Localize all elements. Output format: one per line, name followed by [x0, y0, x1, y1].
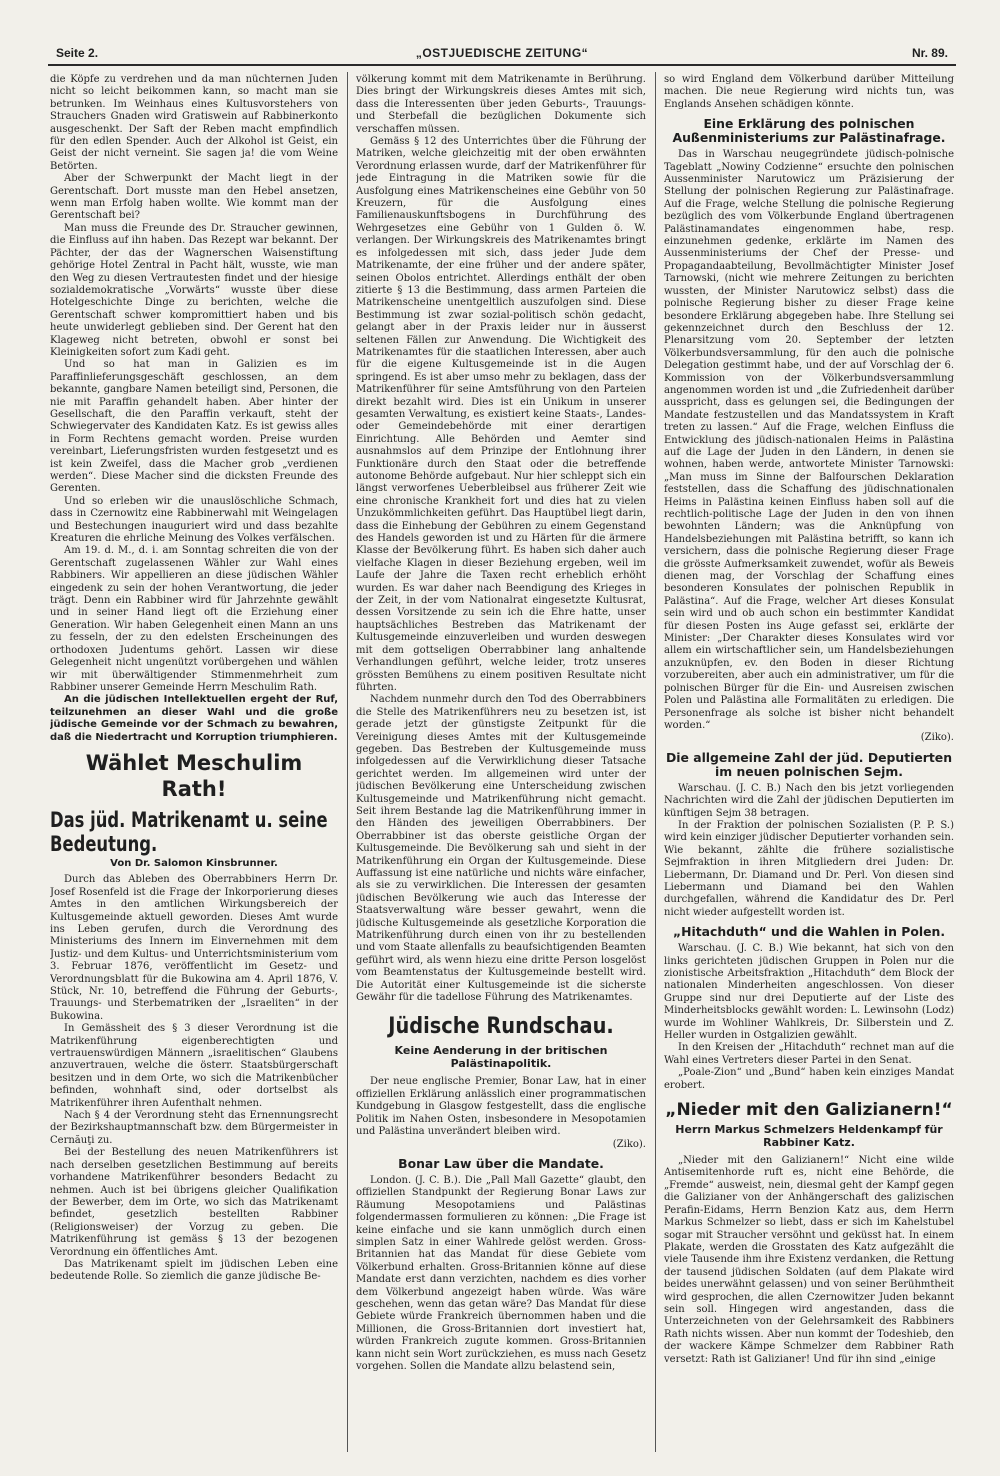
issue-number: Nr. 89. [911, 46, 948, 60]
column-divider [347, 72, 348, 1452]
paragraph: In Gemässheit des § 3 dieser Verordnung ist die Matrikenführung eigenberechtigten und vertrauenswürdigen Männern „israelitischen“ Glaubens anzuvertrauen, welche die österr. Staatsbürgerschaft besitzen und in dem Orte, wo sich die Matrikenbücher befinden, wohnhaft sind, oder dortselbst als Matrikenführer ihren Aufenthalt nehmen. [50, 1023, 338, 1109]
paragraph: Am 19. d. M., d. i. am Sonntag schreiten die von der Gerentschaft zugelassenen Wähler zur Wahl eines Rabbiners. Wir appellieren an diese jüdischen Wähler eingedenk zu sein der hohen Verantwortung, die jeder trägt. Denn ein Rabbiner wird für Jahrzehnte gewählt und in seiner Hand liegt oft die Erziehung einer Generation. Wir haben Gelegenheit einen Mann an uns zu fesseln, der zu den edelsten Erscheinungen des orthodoxen Judentums gehört. Lassen wir diese Gelegenheit nicht ungenützt vorübergehen und wählen wir mit überwältigender Stimmenmehrheit zum Rabbiner unserer Gemeinde Herrn Meschulim Rath. [50, 545, 338, 693]
paragraph: Das Matrikenamt spielt im jüdischen Leben eine bedeutende Rolle. So ziemlich die ganze jüdische Be- [50, 1258, 338, 1283]
paragraph: völkerung kommt mit dem Matrikenamte in Berührung. Dies bringt der Wirkungskreis dieses Amtes mit sich, dass die Interessenten über jeden Geburts-, Trauungs- und Sterbefall die bezüglichen Dokumente sich verschaffen müssen. [356, 74, 646, 135]
paragraph: die Köpfe zu verdrehen und da man nüchternen Juden nicht so leicht beikommen kann, so macht man sie betrunken. Im Weinhaus eines Kultusvorstehers von Strauchers Gnaden wird Gratiswein auf Rabbinerkonto ausgeschenkt. Der Saft der Reben macht empfindlich für den edlen Spender. Auch der Alkohol ist Geist, ein Geist der nicht verneint. Sie sagen ja! die vom Weine Betörten. [50, 74, 338, 172]
election-appeal: An die jüdischen Intellektuellen ergeht der Ruf, teilzunehmen an dieser Wahl und die große jüdische Gemeinde vor der Schmach zu bewahren, daß die Niedertracht und Korruption triumphieren. [50, 694, 338, 743]
paragraph: In den Kreisen der „Hitachduth“ rechnet man auf die Wahl eines Vertreters dieser Partei in den Senat. [664, 1042, 954, 1066]
article-headline: Bonar Law über die Mandate. [398, 1155, 604, 1171]
page-header [48, 34, 956, 66]
article-headline: Die allgemeine Zahl der jüd. Deputierten im neuen polnischen Sejm. [665, 749, 953, 779]
paragraph: Man muss die Freunde des Dr. Straucher gewinnen, die Einfluss auf ihn haben. Das Rezept war bekannt. Der Pächter, der das der Wagnerschen Waisenstiftung gehörige Hotel Zentral in Pacht hält, wusste, wie man den Weg zu diesen Vertrautesten findet und der hiesige sozialdemokratische „Vorwärts“ wusste über diese Hotelgeschichte Dinge zu berichten, welche die Gerentschaft schwer kompromittiert haben und bis heute unwiderlegt geblieben sind. Der Gerent hat den Klageweg nicht betreten, obwohl er sonst bei Kleinigkeiten sofort zum Kadi geht. [50, 222, 338, 358]
column-3 [664, 74, 954, 1464]
paragraph: Warschau. (J. C. B.) Wie bekannt, hat sich von den links gerichteten jüdischen Gruppen in Polen nur die zionistische Arbeitsfraktion „Hitachduth“ dem Block der nationalen Minderheiten angeschlossen. Von dieser Gruppe sind nur drei Deputierte auf der Liste des Minderheitsblocks gewählt worden: L. Lewinsohn (Lodz) wurde im Wohliner Wahlkreis, Dr. Silberstein und Z. Heller wurden in Ostgalizien gewählt. [664, 943, 954, 1042]
signature: (Ziko). [920, 732, 954, 744]
article-headline: Keine Aenderung in der britischen Palästinapolitik. [394, 1044, 608, 1071]
column-divider [655, 72, 656, 1452]
column-2 [356, 74, 646, 1464]
column-1 [50, 74, 338, 1464]
article-headline: „Hitachduth“ und die Wahlen in Polen. [672, 924, 946, 940]
article-headline: Das jüd. Matrikenamt u. seine Bedeutung. [50, 807, 328, 856]
paragraph: In der Fraktion der polnischen Sozialisten (P. P. S.) wird kein einziger jüdischer Deputierter vorhanden sein. Wie bekannt, zählte die frühere sozialistische Sejmfraktion in ihren Mitgliedern drei Juden: Dr. Liebermann, Dr. Diamand und Dr. Perl. Von diesen sind Liebermann und Diamand bei den Wahlen durchgefallen, während die Kandidatur des Dr. Perl nicht wieder aufgestellt worden ist. [664, 819, 954, 918]
paragraph: Durch das Ableben des Oberrabbiners Herrn Dr. Josef Rosenfeld ist die Frage der Inkorporierung dieses Amtes in den amtlichen Wirkungsbereich der Kultusgemeinde aktuell geworden. Dieses Amt wurde ins Leben gerufen, durch die Verordnung des Ministeriums des Innern im Einvernehmen mit dem Justiz- und dem Kultus- und Unterrichtsministerium vom 3. Februar 1876, veröffentlicht im Gesetz- und Verordnungsblatt für die Bukowina am 4. April 1876, V. Stück, Nr. 10, betreffend die Führung der Geburts-, Trauungs- und Sterbematriken der „Israeliten“ in der Bukowina. [50, 874, 338, 1022]
article-byline: Von Dr. Salomon Kinsbrunner. [110, 857, 278, 869]
paragraph: „Poale-Zion“ und „Bund“ haben kein einziges Mandat erobert. [664, 1067, 954, 1091]
paragraph: Und so hat man in Galizien es im Paraffinlieferungsgeschäft geschlossen, an dem bekannte, gangbare Namen beteiligt sind, Personen, die nie mit Paraffin gehandelt haben. Aber hinter der Gesellschaft, die den Paraffin verkauft, steht der Schwiegervater des Kandidaten Katz. Es ist gewiss alles in Form Rechtens gemacht worden. Preise wurden vereinbart, Lieferungsfristen wurden festgesetzt und es ist kein Zweifel, dass die Macher grob „verdienen werden“. Diese Macher sind die dicksten Freunde des Gerenten. [50, 359, 338, 495]
paragraph: Gemäss § 12 des Unterrichtes über die Führung der Matriken, welche gleichzeitig mit der oben erwähnten Verordnung erlassen wurde, darf der Matrikenführer für jede Eintragung in die Matriken sowie für die Ausfolgung eines Matrikenscheines eine Gebühr von 50 Kreuzern, für die Ausfolgung eines Familienauskunftsbogens in Durchführung des Wehrgesetzes eine Gebühr von 1 Gulden ö. W. verlangen. Der Wirkungskreis des Matrikenamtes bringt es infolgedessen mit sich, dass jeder Jude dem Matrikenamte, der eine früher und der andere später, seinen Obolos entrichtet. Allerdings enthält der oben zitierte § 13 die Bestimmung, dass armen Parteien die Matrikenscheine unentgeltlich auszufolgen sind. Diese Bestimmung ist zwar sozial-politisch schön gedacht, gelangt aber in der Praxis leider nur in äusserst seltenen Fällen zur Anwendung. Die Wichtigkeit des Matrikenamtes für die staatlichen Interessen, aber auch für die eigene Kultusgemeinde ist in die Augen springend. Es ist aber umso mehr zu beklagen, dass der Matrikenführer für seine Amtsführung von den Parteien direkt bezahlt wird. Dies ist ein Unikum in unserer gesamten Verwaltung, es existiert keine Staats-, Landes- oder Gemeindebehörde mit einer derartigen Einrichtung. Alle Behörden und Aemter sind ausnahmslos auf dem Prinzipe der Entlohnung ihrer Funktionäre durch den Staat oder die betreffende autonome Behörde aufgebaut. Nur hier schleppt sich ein längst verworfenes Ueberbleibsel aus früherer Zeit wie eine chronische Krankheit fort und dies hat zu vielen Unzukömmlichkeiten geführt. Das Hauptübel liegt darin, dass die Einhebung der Gebühren zu einem Gegenstand des Handels geworden ist und zu Härten für die ärmere Klasse der Bevölkerung führt. Es haben sich daher auch vielfache Klagen in dieser Beziehung ergeben, weil im Laufe der Jahre die Taxen recht erheblich erhöht wurden. Es war daher nach Beendigung des Krieges in der Zeit, in der vom Nationalrat eingesetzte Kultusrat, dessen Vorsitzende zu sein ich die Ehre hatte, unser hauptsächliches Bestreben das Matrikenamt der Kultusgemeinde einzuverleiben und wurden deswegen mit dem gottseligen Oberrabbiner lang anhaltende Verhandlungen geführt, welche leider, trotz unseres grössten Bemühens zu einem positiven Resultate nicht führten. [356, 136, 646, 693]
election-slogan: Wählet Meschulim Rath! [85, 750, 303, 801]
newspaper-title: „OSTJUEDISCHE ZEITUNG“ [415, 46, 589, 60]
paragraph: Nach § 4 der Verordnung steht das Ernennungsrecht der Bezirkshauptmannschaft bzw. dem Bürgermeister in Cernăuţi zu. [50, 1110, 338, 1146]
article-subheadline: Herrn Markus Schmelzers Heldenkampf für Rabbiner Katz. [675, 1123, 943, 1150]
paragraph: so wird England dem Völkerbund darüber Mitteilung machen. Die neue Regierung wird nichts tun, was Englands Ansehen schädigen könnte. [664, 74, 954, 110]
page-number: Seite 2. [56, 46, 99, 60]
paragraph: Das in Warschau neugegründete jüdisch-polnische Tageblatt „Nowiny Codzienne“ ersuchte den polnischen Aussenminister Narutowicz um Präzisierung der Stellung der polnischen Regierung zur Palästinafrage. Auf die Frage, welche Stellung die polnische Regierung bezüglich des vom Völkerbunde England übertragenen Palästinamandates eingenommen habe, resp. einzunehmen gedenke, erklärte im Namen des Aussenministeriums der Chef der Presse- und Propagandaabteilung, Bevollmächtigter Minister Josef Tarnowski, (nicht wie mehrere Zeitungen zu berichten wussten, der Minister Narutowicz selbst) dass die polnische Regierung bisher zu dieser Frage keine besondere Erklärung abgegeben habe. Ihre Stellung sei gekennzeichnet durch den Beschluss der 12. Plenarsitzung vom 20. September der letzten Völkerbundsversammlung, für den auch die polnische Delegation gestimmt habe, und der auf Vorschlag der 6. Kommission von der Völkerbundsversammlung angenommen worden ist und „die Zufriedenheit darüber ausspricht, dass es gelungen sei, die Bedingungen der Mandate festzustellen und das Mandatssystem in Kraft treten zu lassen.“ Auf die Frage, welchen Einfluss die Entwicklung des jüdisch-nationalen Heims in Palästina auf die Lage der Juden in den Ländern, in denen sie wohnen, haben werde, antwortete Minister Tarnowski: „Man muss im Sinne der Balfourschen Deklaration feststellen, dass die Schaffung des jüdischnationalen Heims in Palästina keinen Einfluss haben soll auf die rechtlich-politische Lage der Juden in den von ihnen bewohnten Ländern; was die Anknüpfung von Handelsbeziehungen mit Palästina betrifft, so kann ich versichern, dass die polnische Regierung dieser Frage die grösste Aufmerksamkeit zuwendet, wofür als Beweis dienen mag, der Vorschlag der Schaffung eines besonderen Konsulates der polnischen Republik in Palästina“. Auf die Frage, welcher Art dieses Konsulat sein wird und ob auch schon ein bestimmter Kandidat für diesen Posten ins Auge gefasst sei, erklärte der Minister: „Der Charakter dieses Konsulates wird vor allem ein wirtschaftlicher sein, um Handelsbeziehungen anzuknüpfen, ev. den Boden in dieser Richtung vorzubereiten, aber auch ein administrativer, um für die polnischen Bürger für die Ein- und Ausreisen zwischen Polen und Palästina alle Formalitäten zu erledigen. Die Personenfrage als solche ist bisher nicht behandelt worden.“ [664, 149, 954, 731]
article-headline: Eine Erklärung des polnischen Außenministeriums zur Palästinafrage. [672, 116, 946, 146]
paragraph: London. (J. C. B.). Die „Pall Mall Gazette“ glaubt, den offiziellen Standpunkt der Regierung Bonar Laws zur Räumung Mesopotamiens und Palästinas folgendermassen formulieren zu können: „Die Frage ist keine einfache und sie kann unmöglich durch einen simplen Satz in einer Wahlrede gelöst werden. Gross-Britannien hat das Mandat für diese Gebiete vom Völkerbund erhalten. Gross-Britannien könne auf diese Mandate erst dann verzichten, nachdem es dies vorher dem Völkerbund angezeigt haben würde. Was wäre geschehen, wenn das getan wäre? Das Mandat für diese Gebiete würde Frankreich übernommen haben und die Millionen, die Gross-Britannien dort investiert hat, würden Frankreich zugute kommen. Gross-Britannien kann nicht sein Wort zurückziehen, es muss nach Gesetz vorgehen. Sollen die Mandate allzu belastend sein, [356, 1174, 646, 1372]
paragraph: Und so erleben wir die unauslöschliche Schmach, dass in Czernowitz eine Rabbinerwahl mit Weingelagen und Bestechungen inauguriert wird und dass bezahlte Kreaturen die ehrliche Meinung des Volkes verfälschen. [50, 495, 338, 545]
signature: (Ziko). [612, 1138, 646, 1150]
article-headline: „Nieder mit den Galizianern!“ [665, 1100, 953, 1121]
paragraph: „Nieder mit den Galizianern!“ Nicht eine wilde Antisemitenhorde ruft es, nicht eine Behörde, die „Fremde“ ausweist, nein, diesmal geht der Kampf gegen die Galizianer von der Anhängerschaft des galizischen Perafin-Eidams, Herrn Benzion Katz aus, dem Herrn Markus Schmelzer so liebt, dass er sich im Kahelstubel sogar mit Straucher versöhnt und geküsst hat. In einem Plakate, werden die Grosstaten des Katz aufgezählt die viele Tausende ihm ihre Existenz verdanken, die Rettung der tausend jüdischen Soldaten (auf dem Plakate wird beides unerwähnt gelassen) und von seiner Berühmtheit wird gesprochen, die allen Czernowitzer Juden bekannt sein soll. Hingegen wird angestanden, dass die Unterzeichneten von der Gelehrsamkeit des Rabbiners Rath nichts wissen. Aber nun kommt der Todeshieb, den der wackere Kämpe Schmelzer dem Rabbiner Rath versetzt: Rath ist Galizianer! Und für ihn sind „einige [664, 1155, 954, 1365]
section-headline: Jüdische Rundschau. [388, 1014, 614, 1040]
paragraph: Warschau. (J. C. B.) Nach den bis jetzt vorliegenden Nachrichten wird die Zahl der jüdischen Deputierten im künftigen Sejm 38 betragen. [664, 782, 954, 819]
paragraph: Nachdem nunmehr durch den Tod des Oberrabbiners die Stelle des Matrikenführers neu zu besetzen ist, ist gerade jetzt der günstigste Zeitpunkt für die Vereinigung dieses Amtes mit der Kultusgemeinde gegeben. Das Bestreben der Kultusgemeinde muss infolgedessen auf die Verwirklichung dieser Tatsache gerichtet werden. Im allgemeinen wird unter der jüdischen Bevölkerung eine Unterscheidung zwischen Kultusgemeinde und Matrikenführung nicht gemacht. Seit ihrem Bestande lag die Matrikenführung immer in den Händen des jeweiligen Oberrabbiners. Der Oberrabbiner ist das oberste geistliche Organ der Kultusgemeinde. Die Bevölkerung sah und sieht in der Matrikenführung ein Organ der Kultusgemeinde. Diese Auffassung ist eine natürliche und nichts wäre einfacher, als sie zu verwirklichen. Die Interessen der gesamten jüdischen Bevölkerung wie auch das Interesse der Staatsverwaltung wäre besser gewahrt, wenn die jüdische Kultusgemeinde als gesetzliche Korporation die Matrikenführung durch einen von ihr zu bestellenden und vom Staate allenfalls zu beaufsichtigenden Beamten geführt wird, als wenn hiezu eine dritte Person losgelöst vom Beamtenstatus der Kultusgemeinde bestellt wird. Die Autorität einer Kultusgemeinde ist die sicherste Gewähr für die tadellose Führung des Matrikenamtes. [356, 694, 646, 1004]
paragraph: Der neue englische Premier, Bonar Law, hat in einer offiziellen Erklärung anlässlich einer programmatischen Kundgebung in Glasgow festgestellt, dass die englische Politik im Nahen Osten, insbesondere in Mesopotamien und Palästina unverändert bleiben wird. [356, 1076, 646, 1138]
paragraph: Bei der Bestellung des neuen Matrikenführers ist nach derselben gesetzlichen Bestimmung auf bereits vorhandene Matrikenführer besonders Bedacht zu nehmen. Auch ist bei übrigens gleicher Qualifikation der Bewerber, dem im Orte, wo sich das Matrikenamt befindet, gesetzlich bestellten Rabbiner (Religionsweiser) der Vorzug zu geben. Die Matrikenführung ist gemäss § 13 der bezogenen Verordnung ein öffentliches Amt. [50, 1147, 338, 1258]
paragraph: Aber der Schwerpunkt der Macht liegt in der Gerentschaft. Dort musste man den Hebel ansetzen, wenn man Erfolg haben wollte. Wie kommt man der Gerentschaft bei? [50, 173, 338, 222]
